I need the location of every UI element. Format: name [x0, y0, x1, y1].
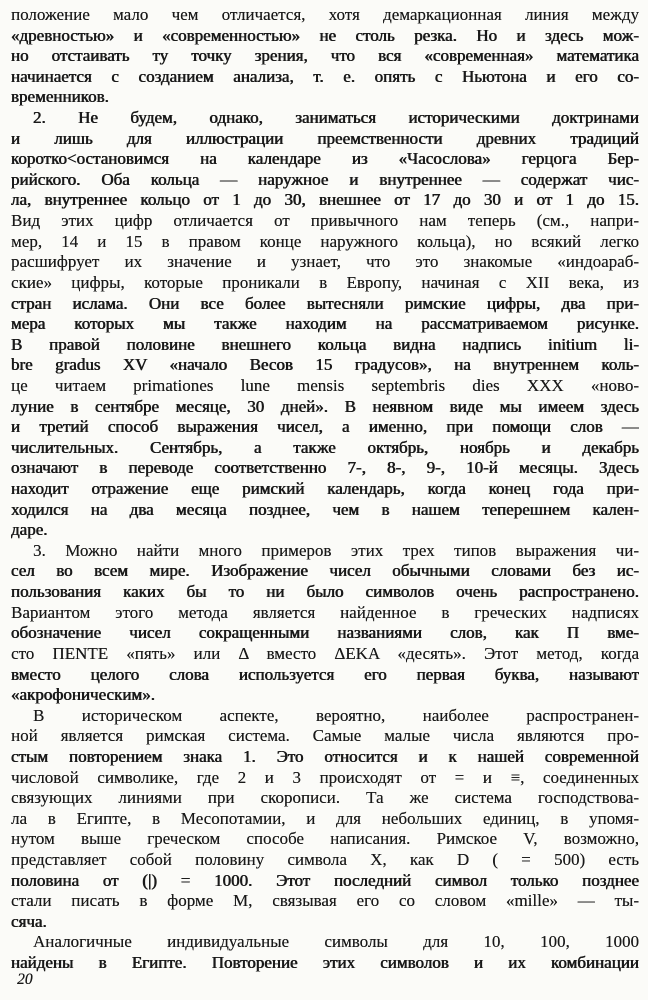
- text-line: сяча.: [11, 911, 47, 931]
- text-line: найдены в Египте. Повторение этих символов и их комбинации: [11, 953, 639, 973]
- text-line: ские» цифры, которые проникали в Европу, начиная с XII века, из: [11, 272, 639, 292]
- text-line: ной является римская система. Самые малые числа являются про-: [11, 726, 639, 746]
- text-line: Аналогичные индивидуальные символы для 10, 100, 1000: [33, 932, 639, 952]
- text-line: ходился на два месяца позднее, чем в нашем теперешнем кален-: [11, 499, 639, 519]
- text-line: стран ислама. Они все более вытесняли римские цифры, два при-: [11, 293, 639, 313]
- text-line: сто ΠΕΝΤΕ «пять» или Δ вместо ΔΕΚΑ «десять». Этот метод, когда: [11, 643, 639, 663]
- text-line: стым повторением знака 1. Это относится и к нашей современной: [11, 746, 639, 766]
- text-line: «акрофоническим».: [11, 685, 155, 705]
- text-line: находит отражение еще римский календарь, когда конец года при-: [11, 479, 639, 499]
- text-line: це читаем primationes lune mensis septembris dies XXX «ново-: [11, 375, 639, 395]
- text-line: В историческом аспекте, вероятно, наиболее распространен-: [33, 705, 639, 725]
- text-line: и третий способ выражения чисел, а именно, при помощи слов —: [11, 417, 639, 437]
- text-line: сел во всем мире. Изображение чисел обычными словами без ис-: [11, 561, 639, 581]
- text-line: обозначение чисел сокращенными названиями слов, как Π вме-: [11, 623, 639, 643]
- paragraph: [11, 541, 639, 706]
- text-line: временников.: [11, 87, 109, 107]
- text-line: стали писать в форме М, связывая его со словом «mille» — ты-: [11, 891, 639, 911]
- text-line: В правой половине внешнего кольца видна надпись initium li-: [11, 334, 639, 354]
- paragraph: [11, 932, 639, 973]
- text-line: нутом выше греческом способе написания. Римское V, возможно,: [11, 829, 639, 849]
- text-line: числительных. Сентябрь, а также октябрь, ноябрь и декабрь: [11, 437, 639, 457]
- paragraph: [11, 108, 639, 541]
- paragraph: [11, 706, 639, 933]
- text-line: связующих линиями при скорописи. Та же система господствова-: [11, 788, 639, 808]
- paragraph: [11, 5, 639, 108]
- text-line: числовой символике, где 2 и 3 происходят от = и ≡, соединенных: [11, 767, 639, 787]
- text-line: представляет собой половину символа X, как D ( = 500) есть: [11, 849, 639, 869]
- text-line: «древностью» и «современностью» не столь резка. Но и здесь мож-: [11, 25, 639, 45]
- text-line: означают в переводе соответственно 7-, 8-, 9-, 10-й месяцы. Здесь: [11, 458, 639, 478]
- text-line: половина от (|) = 1000. Этот последний символ только позднее: [11, 870, 639, 890]
- text-line: луние в сентябре месяце, 30 дней». В неявном виде мы имеем здесь: [11, 396, 639, 416]
- text-line: ла в Египте, в Месопотамии, и для небольших единиц, в упомя-: [11, 808, 639, 828]
- text-line: вместо целого слова используется его первая буква, называют: [11, 664, 639, 684]
- text-line: ла, внутреннее кольцо от 1 до 30, внешнее от 17 до 30 и от 1 до 15.: [11, 190, 639, 210]
- text-line: мер, 14 и 15 в правом конце наружного кольца), но всякий легко: [11, 231, 639, 251]
- text-line: но отстаивать ту точку зрения, что вся «современная» математика: [11, 46, 639, 66]
- text-line: мера которых мы также находим на рассматриваемом рисунке.: [11, 314, 639, 334]
- text-line: 3. Можно найти много примеров этих трех типов выражения чи-: [33, 540, 639, 560]
- text-line: и лишь для иллюстрации преемственности древних традиций: [11, 128, 639, 148]
- text-line: пользования каких бы то ни было символов очень распространено.: [11, 582, 639, 602]
- text-line: рийского. Оба кольца — наружное и внутреннее — содержат чис-: [11, 169, 639, 189]
- text-line: 2. Не будем, однако, заниматься историческими доктринами: [33, 108, 639, 128]
- text-line: даре.: [11, 520, 48, 540]
- text-line: Вид этих цифр отличается от привычного нам теперь (см., напри-: [11, 211, 639, 231]
- text-line: расшифрует их значение и узнает, что это знакомые «индоараб-: [11, 252, 639, 272]
- text-line: начинается с созданием анализа, т. е. опять с Ньютона и его со-: [11, 66, 639, 86]
- text-block: [11, 5, 639, 974]
- text-line: положение мало чем отличается, хотя демаркационная линия между: [11, 5, 639, 24]
- text-line: Вариантом этого метода является найденное в греческих надписях: [11, 602, 639, 622]
- page-number: 20: [17, 971, 33, 988]
- text-line: коротко<остановимся на календаре из «Часослова» герцога Бер-: [11, 149, 639, 169]
- text-line: bre gradus XV «начало Весов 15 градусов», на внутреннем коль-: [11, 355, 639, 375]
